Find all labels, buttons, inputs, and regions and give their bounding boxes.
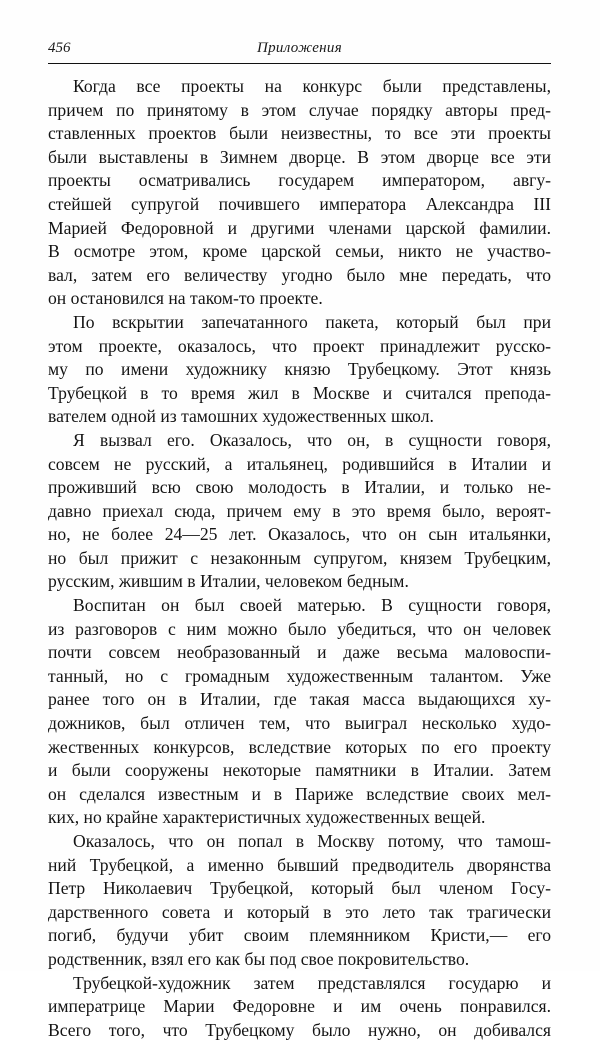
text-line: жественных конкурсов, вследствие которых по его проекту bbox=[48, 736, 551, 757]
text-line: вал, затем его величеству угодно было мне передать, что bbox=[48, 264, 551, 285]
body-text bbox=[48, 75, 551, 1042]
text-line: вателем одной из тамошних художественных школ. bbox=[48, 406, 434, 427]
text-line: проживший всю свою молодость в Италии, и только не- bbox=[48, 477, 551, 498]
text-line: он сделался известным и в Париже вследствие своих мел- bbox=[48, 783, 551, 804]
text-line: Оказалось, что он попал в Москву потому, что тамош- bbox=[73, 831, 551, 851]
text-line: дарственного совета и который в это лето так трагически bbox=[48, 901, 551, 922]
page-header bbox=[48, 38, 551, 62]
text-line: он остановился на таком-то проекте. bbox=[48, 288, 323, 309]
text-line: Воспитан он был своей матерью. В сущности говоря, bbox=[73, 595, 551, 616]
text-line: были выставлены в Зимнем дворце. В этом дворце все эти bbox=[48, 146, 551, 167]
text-line: Марией Федоровной и другими членами царской фамилии. bbox=[48, 217, 551, 238]
text-line: причем по принятому в этом случае порядку авторы пред- bbox=[48, 99, 551, 120]
text-line: из разговоров с ним можно было убедиться, что он человек bbox=[48, 618, 551, 639]
text-line: ставленных проектов были неизвестны, то все эти проекты bbox=[48, 123, 551, 144]
text-line: проекты осматривались государем императором, авгу- bbox=[48, 170, 551, 191]
text-line: Я вызвал его. Оказалось, что он, в сущности говоря, bbox=[73, 429, 551, 450]
text-line: Трубецкой-художник затем представлялся государю и bbox=[73, 972, 551, 993]
text-line: Когда все проекты на конкурс были представлены, bbox=[73, 76, 551, 96]
text-line: родственник, взял его как бы под свое покровительство. bbox=[48, 948, 470, 969]
text-line: ний Трубецкой, а именно бывший предводитель дворянства bbox=[48, 854, 551, 875]
text-line: этом проекте, оказалось, что проект принадлежит русско- bbox=[48, 335, 551, 356]
text-line: ранее того он в Италии, где такая масса выдающихся ху- bbox=[48, 689, 551, 710]
text-line: погиб, будучи убит своим племянником Кристи,— его bbox=[48, 925, 551, 946]
text-line: ких, но крайне характеристичных художественных вещей. bbox=[48, 807, 486, 828]
text-line: Всего того, что Трубецкому было нужно, он добивался bbox=[48, 1019, 551, 1040]
text-line: стейшей супругой почившего императора Александра III bbox=[48, 193, 551, 214]
text-line: танный, но с громадным художественным талантом. Уже bbox=[48, 665, 551, 686]
text-line: му по имени художнику князю Трубецкому. Этот князь bbox=[48, 359, 551, 380]
text-line: Петр Николаевич Трубецкой, который был членом Госу- bbox=[48, 878, 551, 899]
text-line: почти совсем необразованный и даже весьма маловоспи- bbox=[48, 642, 551, 663]
text-line: и были сооружены некоторые памятники в Италии. Затем bbox=[48, 760, 551, 781]
text-line: По вскрытии запечатанного пакета, который был при bbox=[73, 311, 551, 332]
text-line: Трубецкой в то время жил в Москве и считался препода- bbox=[48, 382, 551, 403]
text-line: давно приехал сюда, причем ему в это время было, вероят- bbox=[48, 500, 551, 521]
running-title: Приложения bbox=[256, 40, 342, 56]
text-line: но, не более 24—25 лет. Оказалось, что он сын итальянки, bbox=[48, 524, 551, 545]
text-line: дожников, был отличен тем, что выиграл несколько худо- bbox=[48, 713, 551, 734]
header-rule bbox=[48, 63, 551, 64]
page-number: 456 bbox=[48, 40, 71, 56]
text-line: русским, жившим в Италии, человеком бедным. bbox=[48, 571, 409, 592]
text-line: совсем не русский, а итальянец, родившийся в Италии и bbox=[48, 453, 551, 474]
text-line: императрице Марии Федоровне и им очень понравился. bbox=[48, 996, 551, 1017]
text-line: но был прижит с незаконным супругом, князем Трубецким, bbox=[48, 547, 551, 568]
text-line: В осмотре этом, кроме царской семьи, никто не участво- bbox=[48, 241, 551, 262]
